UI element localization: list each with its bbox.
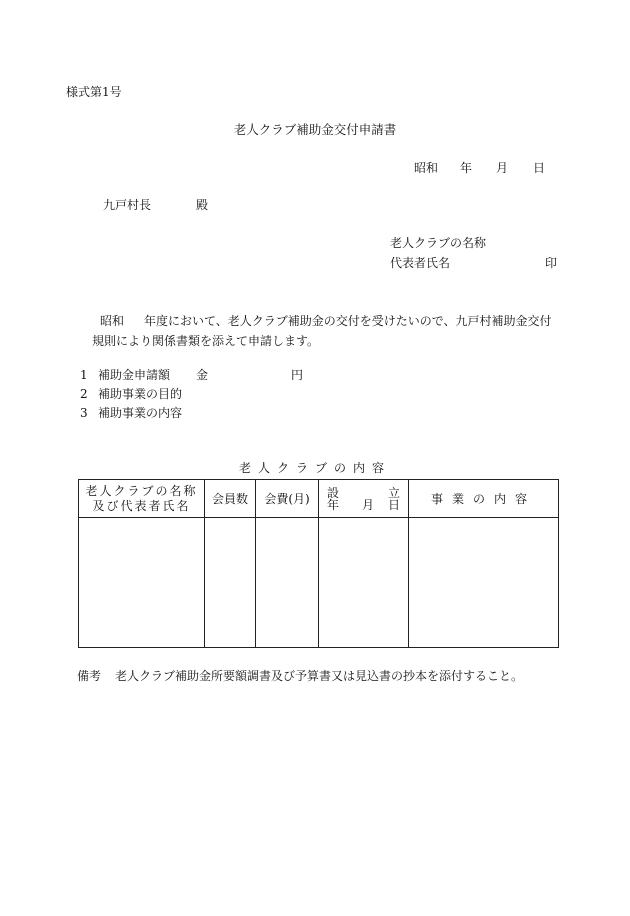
representative-label: 代表者氏名 [390,256,451,270]
header-members: 会員数 [205,480,256,518]
document-title: 老人クラブ補助金交付申請書 [233,122,397,137]
header-club-name [79,480,205,518]
cell-establishment[interactable] [319,518,409,648]
date-era: 昭和 [414,161,439,175]
remarks [77,670,523,682]
header-est-right: 立 [387,486,400,500]
header-establishment [319,480,409,518]
header-est-month: 月 [362,498,375,512]
header-est-year: 年 [327,498,340,512]
amount-prefix: 金 [196,368,209,382]
list-item [80,388,182,400]
addressee-suffix: 殿 [196,198,209,212]
statement-era: 昭和 [100,314,125,328]
statement-line1: 年度において、老人クラブ補助金の交付を受けたいので、九戸村補助金交付 [144,314,552,328]
cell-business[interactable] [409,518,559,648]
header-est-left: 設 [327,486,340,500]
remarks-text: 老人クラブ補助金所要額調書及び予算書又は見込書の抄本を添付すること。 [115,669,524,683]
table-row [79,518,559,648]
list-item [80,369,170,381]
club-content-table [78,479,559,648]
cell-members[interactable] [205,518,256,648]
statement-line2: 規則により関係書類を添えて申請します。 [92,334,320,348]
item-number: 2 [80,387,88,401]
item-label: 補助金申請額 [98,368,171,382]
header-fee: 会費(月) [256,480,319,518]
item-label: 補助事業の目的 [98,387,183,401]
header-club-name-line1: 老人クラブの名称 [85,483,198,498]
item-number: 3 [80,406,88,420]
cell-fee[interactable] [256,518,319,648]
table-caption: 老人クラブの内容 [238,461,391,475]
amount-unit: 円 [291,368,304,382]
form-number: 様式第1号 [66,85,122,99]
list-item [80,407,182,419]
date-month-unit: 月 [496,161,509,175]
header-business: 事業の内容 [409,480,559,518]
item-label: 補助事業の内容 [98,406,183,420]
item-number: 1 [80,368,88,382]
club-name-label: 老人クラブの名称 [390,236,487,250]
cell-club-name[interactable] [79,518,205,648]
date-day-unit: 日 [533,161,546,175]
application-statement [92,311,562,351]
table-header-row [79,480,559,518]
remarks-label: 備考 [77,669,102,683]
header-est-day: 日 [387,498,400,512]
addressee-name: 九戸村長 [103,198,152,212]
seal-mark: 印 [545,256,558,270]
date-year-unit: 年 [460,161,473,175]
header-club-name-line2: 及び代表者氏名 [92,498,191,513]
